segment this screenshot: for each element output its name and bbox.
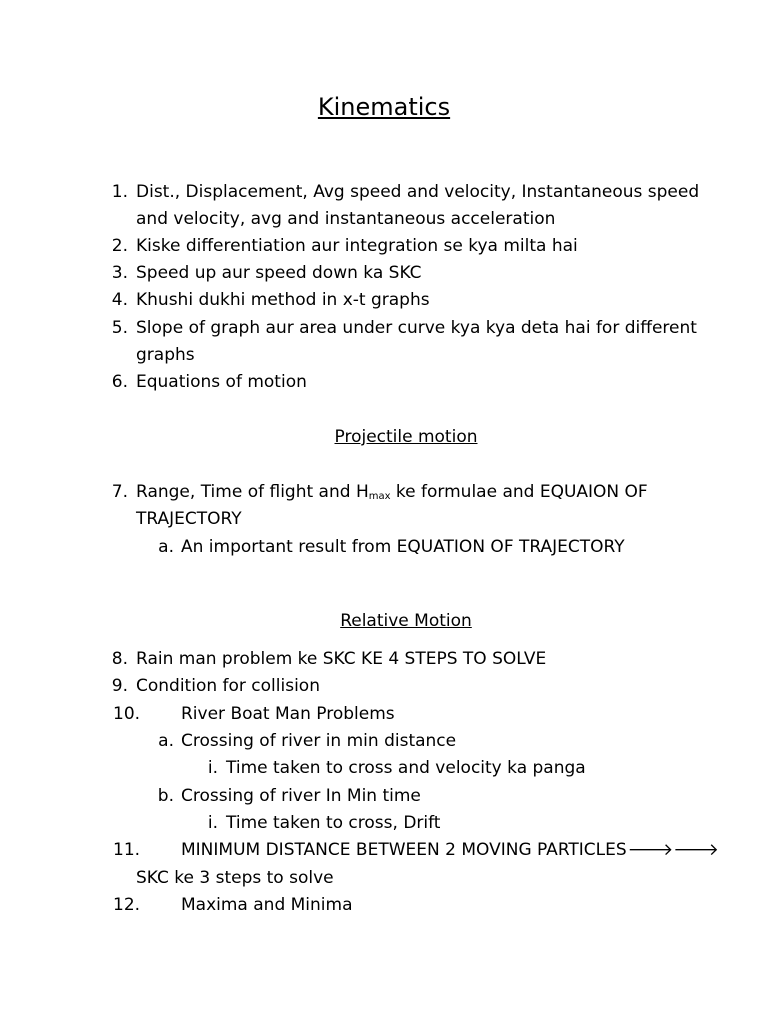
item-7-part1: Range, Time of flight and H xyxy=(136,482,369,502)
list-item-text: Rain man problem ke SKC KE 4 STEPS TO SOLVE xyxy=(136,649,547,669)
list-number: 1. xyxy=(111,182,128,202)
list-item-text: River Boat Man Problems xyxy=(181,704,395,724)
list-number: 12. xyxy=(113,895,141,915)
page-title: Kinematics xyxy=(317,93,451,121)
list-number: 8. xyxy=(111,649,128,669)
list-item-text: SKC ke 3 steps to solve xyxy=(136,868,334,888)
sub-list-item-text: Crossing of river In Min time xyxy=(181,786,421,806)
item-7-part2: ke formulae and EQUAION OF xyxy=(390,482,648,502)
list-number: 2. xyxy=(111,236,128,256)
list-number: 9. xyxy=(111,676,128,696)
sub-list-item-text: An important result from EQUATION OF TRAJECTORY xyxy=(181,537,625,557)
item-11-text: MINIMUM DISTANCE BETWEEN 2 MOVING PARTICLES xyxy=(181,840,627,860)
list-item-text: Slope of graph aur area under curve kya kya deta hai for different xyxy=(136,318,697,338)
list-item-text xyxy=(136,481,648,503)
sub-sub-list-roman: i. xyxy=(207,813,218,833)
list-number: 3. xyxy=(111,263,128,283)
list-item-text: and velocity, avg and instantaneous acceleration xyxy=(136,209,556,229)
list-number: 11. xyxy=(113,840,141,860)
section-heading-relative: Relative Motion xyxy=(340,611,472,631)
section-heading-projectile: Projectile motion xyxy=(334,427,478,447)
list-item-text: Dist., Displacement, Avg speed and velocity, Instantaneous speed xyxy=(136,182,700,202)
sub-list-letter: a. xyxy=(158,537,174,557)
sub-list-letter: b. xyxy=(157,786,174,806)
list-number: 5. xyxy=(111,318,128,338)
list-item-text: Condition for collision xyxy=(136,676,320,696)
list-item-text: TRAJECTORY xyxy=(136,509,242,529)
sub-sub-list-item-text: Time taken to cross and velocity ka panga xyxy=(226,758,586,778)
list-item-text: Equations of motion xyxy=(136,372,307,392)
list-number: 10. xyxy=(113,704,141,724)
list-number: 6. xyxy=(111,372,128,392)
sub-sub-list-roman: i. xyxy=(207,758,218,778)
list-number: 7. xyxy=(111,482,128,502)
list-item-text: Speed up aur speed down ka SKC xyxy=(136,263,422,283)
subscript-max: max xyxy=(368,491,391,502)
list-item-text: graphs xyxy=(136,345,195,365)
sub-sub-list-item-text: Time taken to cross, Drift xyxy=(226,813,441,833)
list-item-text: Khushi dukhi method in x-t graphs xyxy=(136,290,430,310)
right-arrow-icon: 🡒🡒 xyxy=(627,840,719,860)
sub-list-letter: a. xyxy=(158,731,174,751)
list-number: 4. xyxy=(111,290,128,310)
sub-list-item-text: Crossing of river in min distance xyxy=(181,731,457,751)
list-item-text xyxy=(181,839,719,861)
list-item-text: Kiske differentiation aur integration se kya milta hai xyxy=(136,236,578,256)
list-item-text: Maxima and Minima xyxy=(181,895,353,915)
